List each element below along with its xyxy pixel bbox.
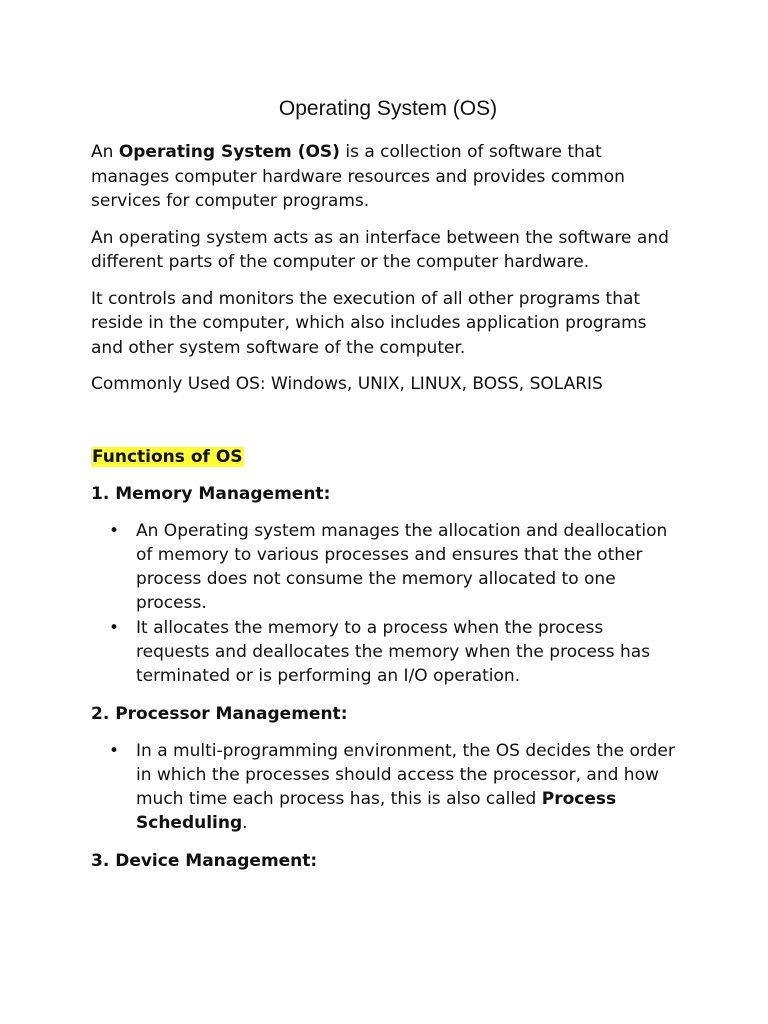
list-item-text-prefix: In a multi-programming environment, the OS decides the order in which the processes should access the processor, and how much time each process has, this is also called [136,740,675,810]
functions-heading [91,445,681,469]
interface-paragraph: An operating system acts as an interface between the software and different parts of the computer or the computer hardware. [91,227,669,272]
list-item [109,519,681,616]
list-item-text: It allocates the memory to a process when the process requests and deallocates the memory when the process has terminated or is performing an I/O operation. [136,617,651,687]
bullet-icon: • [109,617,120,638]
memory-management-heading: 1. Memory Management: [91,483,331,504]
document-body [91,140,681,886]
list-item-text-suffix: . [242,813,248,834]
intro-suffix: is a collection of software that manages computer hardware resources and provides common services for computer programs. [91,142,625,211]
intro-prefix: An [91,142,119,162]
device-management-heading: 3. Device Management: [91,850,318,871]
bullet-icon: • [109,520,120,541]
process-scheduling-term: Process Scheduling [136,789,617,834]
list-item [109,739,681,836]
functions-heading-highlight: Functions of OS [92,446,243,467]
list-item [109,616,681,689]
processor-management-heading: 2. Processor Management: [91,703,348,724]
intro-bold-term: Operating System (OS) [118,142,340,162]
intro-paragraph [91,140,681,214]
bullet-icon: • [109,740,120,761]
page-title: Operating System (OS) [278,97,498,120]
list-item-text: An Operating system manages the allocation and deallocation of memory to various processes and ensures that the other process does not consume the memory allocated to one process. [136,520,668,614]
commonly-used-os: Commonly Used OS: Windows, UNIX, LINUX, BOSS, SOLARIS [91,374,603,394]
controls-paragraph: It controls and monitors the execution of all other programs that reside in the computer, which also includes application programs and other system software of the computer. [91,288,647,358]
processor-management-list [91,739,681,836]
memory-management-list [91,519,681,689]
